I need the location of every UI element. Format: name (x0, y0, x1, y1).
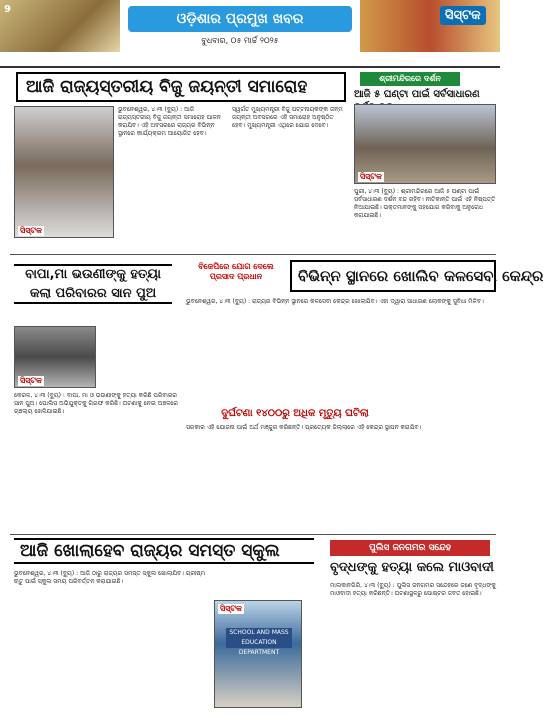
headline-biju-jayanti: ଆଜି ରାଜ୍ୟସ୍ତରୀୟ ବିଜୁ ଜୟନ୍ତୀ ସମାରୋହ (16, 72, 346, 102)
headline-darshan-closed: ଆଜି ୫ ଘଣ୍ଟା ପାଇଁ ସର୍ବସାଧାରଣ (354, 89, 480, 100)
headline-murder-line2: କଲା ପରିବାରର ସାନ ପୁଅ (14, 284, 172, 304)
headline-service-centres: ବିଭିନ୍ନ ସ୍ଥାନରେ ଖୋଲିବ କଳସେବା କେନ୍ଦ୍ର (290, 260, 496, 292)
story1-column-1 (118, 106, 228, 246)
photo-credit-2: ସିସ୍ଟକ (360, 172, 382, 181)
divider-2 (10, 534, 496, 535)
photo-credit: ସିସ୍ଟକ (20, 226, 42, 235)
story4-text-2: ସରକାର ଏହି ଯୋଜନା ପାଇଁ ଅର୍ଥ ମଞ୍ଜୁର କରିଛନ୍ତି। ପ୍ରତ୍ୟେକ ଜିଲ୍ଲାରେ ଏହି କେନ୍ଦ୍ର ସ୍ଥାପନ କରାଯିବ। (186, 424, 422, 431)
story6-body (330, 582, 496, 710)
headline-maoist-killing: ବୃଦ୍ଧଙ୍କୁ ହତ୍ୟା କଲେ ମାଓବାଦୀ (330, 560, 494, 575)
story4-body-2 (186, 424, 496, 532)
story2-body (354, 188, 496, 256)
story4-kicker: ବିଜେପିରେ ଯୋଗ ଦେଲେ ପ୍ରସାଦ ପ୍ରଧାନ (198, 262, 274, 281)
portrait-photo (14, 106, 114, 238)
story4-body-1 (186, 298, 496, 402)
headline-schools-reopen: ଆଜି ଖୋଲାହେବ ରାଜ୍ୟର ସମସ୍ତ ସ୍କୁଲ (14, 538, 314, 564)
divider (10, 254, 496, 255)
story5-body (14, 570, 210, 710)
story6-tag: ପୁଲିସ ଜନଗମର ସନ୍ଦେହ (330, 540, 490, 556)
photo-credit-4: ସିସ୍ଟକ (220, 604, 242, 613)
story1-column-2 (232, 106, 346, 246)
issue-date: ବୁଧବାର, ୦୫ ମାର୍ଚ୍ଚ ୨୦୨୫ (201, 36, 279, 45)
story3-body (14, 392, 180, 532)
story2-text: ପୁରୀ, ୪।୩ (ବ୍ୟୁ) : ଶ୍ରୀମନ୍ଦିରରେ ଆଜି ୫ ଘଣ୍ଟା ପାଇଁ ସର୍ବସାଧାରଣ ଦର୍ଶନ ବନ୍ଦ ରହିବ। ନୀତିକାନ୍ତି ପାଇଁ ଏହି ନିଷ୍ପତ୍ତି ନିଆଯାଇଛି। ଭକ୍ତମାନଙ୍କୁ ସହଯୋଗ କରିବାକୁ ଅନୁରୋଧ କରାଯାଇଛି। (354, 188, 496, 219)
story1-text-2: ସ୍ୱର୍ଗତ ମୁଖ୍ୟମନ୍ତ୍ରୀ ବିଜୁ ପଟ୍ଟନାୟକଙ୍କ ଜନ୍ମ ଜୟନ୍ତୀ ଅବସରରେ ଏହି ସମାରୋହ ଅନୁଷ୍ଠିତ ହେବ। ମୁଖ୍ୟମନ୍ତ୍ରୀ ଏଥିରେ ଯୋଗ ଦେବେ। (232, 106, 343, 129)
page-number: 9 (4, 4, 11, 15)
story6-text: ମାଲକାନଗିରି, ୪।୩ (ବ୍ୟୁ) : ପୁଲିସ ଜନଗମର ସନ୍ଦେହରେ ଜଣେ ବୃଦ୍ଧଙ୍କୁ ମାଓବାଦୀ ହତ୍ୟା କରିଛନ୍ତି। ଘଟଣାସ୍ଥଳରୁ ପୋଷ୍ଟର ଜବତ ହୋଇଛି। (330, 582, 496, 597)
photo-credit-3: ସିସ୍ଟକ (20, 376, 42, 385)
section-title: ଓଡ଼ିଶାର ପ୍ରମୁଖ ଖବର (128, 6, 352, 32)
brand-logo: ସିସ୍ଟକ (440, 6, 486, 25)
story2-tag: ଶ୍ରୀମନ୍ଦିରରେ ଦର୍ଶନ (360, 72, 460, 86)
temple-image-left (0, 0, 120, 52)
story1-text-1: ଭୁବନେଶ୍ୱର, ୪।୩ (ବ୍ୟୁ) : ଆଜି ରାଜ୍ୟସ୍ତରୀୟ ବିଜୁ ଜୟନ୍ତୀ ସମାରୋହ ପାଳନ କରାଯିବ। ଏହି ଅବସରରେ ରାଜ୍ୟର ବିଭିନ୍ନ ସ୍ଥାନରେ କାର୍ଯ୍ୟକ୍ରମ ଆୟୋଜିତ ହେବ। (118, 106, 221, 137)
story4-text-1: ଭୁବନେଶ୍ୱର, ୪।୩ (ବ୍ୟୁ) : ରାଜ୍ୟର ବିଭିନ୍ନ ସ୍ଥାନରେ କଳସେବା କେନ୍ଦ୍ର ଖୋଲାଯିବ। ଏହା ଦ୍ୱାରା ସାଧାରଣ ଲୋକଙ୍କୁ ସୁବିଧା ମିଳିବ। (186, 298, 484, 305)
headline-murder-line1: ବାପା,ମା ଭଉଣୀଙ୍କୁ ହତ୍ୟା (14, 264, 172, 282)
masthead (0, 0, 500, 68)
department-banner: SCHOOL AND MASS EDUCATION DEPARTMENT (226, 628, 292, 648)
story5-text: ଭୁବନେଶ୍ୱର, ୪।୩ (ବ୍ୟୁ) : ଆଜି ଠାରୁ ରାଜ୍ୟର ସମସ୍ତ ସ୍କୁଲ ଖୋଲାଯିବ। ଗ୍ରୀଷ୍ମ ଋତୁ ପାଇଁ ସ୍କୁଲ ସମୟ ପରିବର୍ତ୍ତନ କରାଯାଇଛି। (14, 570, 206, 585)
story4-subhead: ଦୁର୍ଘଟଣା ୧୪୦୦ରୁ ଅଧିକ ମୃତ୍ୟୁ ଘଟିଲା (221, 408, 369, 419)
story3-text: କେରଳ, ୪।୩ (ବ୍ୟୁ) : ବାପା, ମା ଓ ଭଉଣୀଙ୍କୁ ହତ୍ୟା କରିଛି ପରିବାରର ସାନ ପୁଅ। ପୋଲିସ ଅଭିଯୁକ୍ତକୁ ଗିରଫ କରିଛି। ଘଟଣାକୁ ନେଇ ଅଞ୍ଚଳରେ ଚାଞ୍ଚଲ୍ୟ ଖେଳିଯାଇଛି। (14, 392, 178, 415)
